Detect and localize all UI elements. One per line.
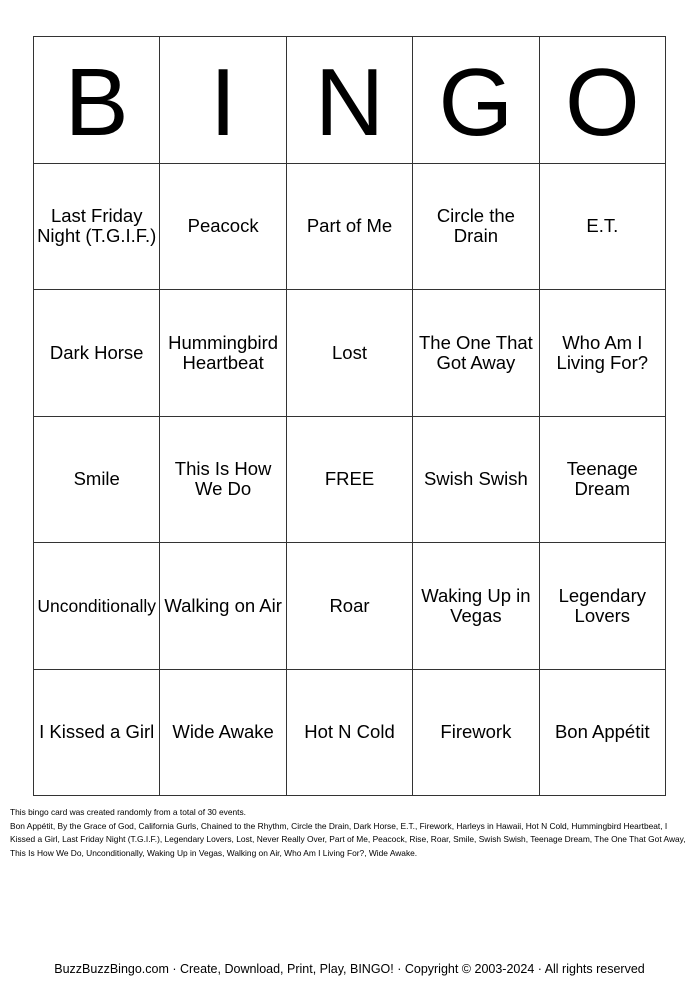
bingo-card xyxy=(33,36,666,796)
card-info-event-list: Bon Appétit, By the Grace of God, California Gurls, Chained to the Rhythm, Circle the Drain, Dark Horse, E.T., Firework, Harleys in Hawaii, Hot N Cold, Hummingbird Heartbeat, I Kissed a Girl, Last Friday Night (T.G.I.F.), Legendary Lovers, Lost, Never Really Over, Part of Me, Peacock, Rise, Roar, Smile, Swish Swish, Teenage Dream, The One That Got Away, This Is How We Do, Unconditionally, Waking Up in Vegas, Walking on Air, Who Am I Living For?, Wide Awake. xyxy=(10,820,686,858)
header-letter-n: N xyxy=(287,37,413,164)
bingo-cell: Hot N Cold xyxy=(287,670,413,797)
bingo-cell: E.T. xyxy=(540,164,666,291)
bingo-cell: Lost xyxy=(287,290,413,417)
bingo-cell: Walking on Air xyxy=(160,543,286,670)
bingo-cell: Last Friday Night (T.G.I.F.) xyxy=(34,164,160,291)
bingo-cell: Hummingbird Heartbeat xyxy=(160,290,286,417)
free-space-cell: FREE xyxy=(287,417,413,544)
bingo-cell: Part of Me xyxy=(287,164,413,291)
header-letter-b: B xyxy=(34,37,160,164)
header-letter-g: G xyxy=(413,37,539,164)
header-letter-o: O xyxy=(540,37,666,164)
bingo-cell: Teenage Dream xyxy=(540,417,666,544)
bingo-cell: I Kissed a Girl xyxy=(34,670,160,797)
bingo-cell: Waking Up in Vegas xyxy=(413,543,539,670)
bingo-cell: Unconditionally xyxy=(34,543,160,670)
bingo-cell: Roar xyxy=(287,543,413,670)
bingo-cell: Firework xyxy=(413,670,539,797)
bingo-cell: This Is How We Do xyxy=(160,417,286,544)
bingo-cell: Dark Horse xyxy=(34,290,160,417)
bingo-cell: Circle the Drain xyxy=(413,164,539,291)
bingo-cell: The One That Got Away xyxy=(413,290,539,417)
bingo-cell: Smile xyxy=(34,417,160,544)
bingo-cell: Who Am I Living For? xyxy=(540,290,666,417)
bingo-cell: Wide Awake xyxy=(160,670,286,797)
card-info-intro: This bingo card was created randomly from a total of 30 events. xyxy=(10,807,247,817)
bingo-cell: Legendary Lovers xyxy=(540,543,666,670)
header-letter-i: I xyxy=(160,37,286,164)
card-info-note xyxy=(10,806,690,860)
bingo-cell: Peacock xyxy=(160,164,286,291)
bingo-cell: Swish Swish xyxy=(413,417,539,544)
bingo-cell: Bon Appétit xyxy=(540,670,666,797)
page-footer: BuzzBuzzBingo.com · Create, Download, Print, Play, BINGO! · Copyright © 2003-2024 · All rights reserved xyxy=(54,962,645,976)
